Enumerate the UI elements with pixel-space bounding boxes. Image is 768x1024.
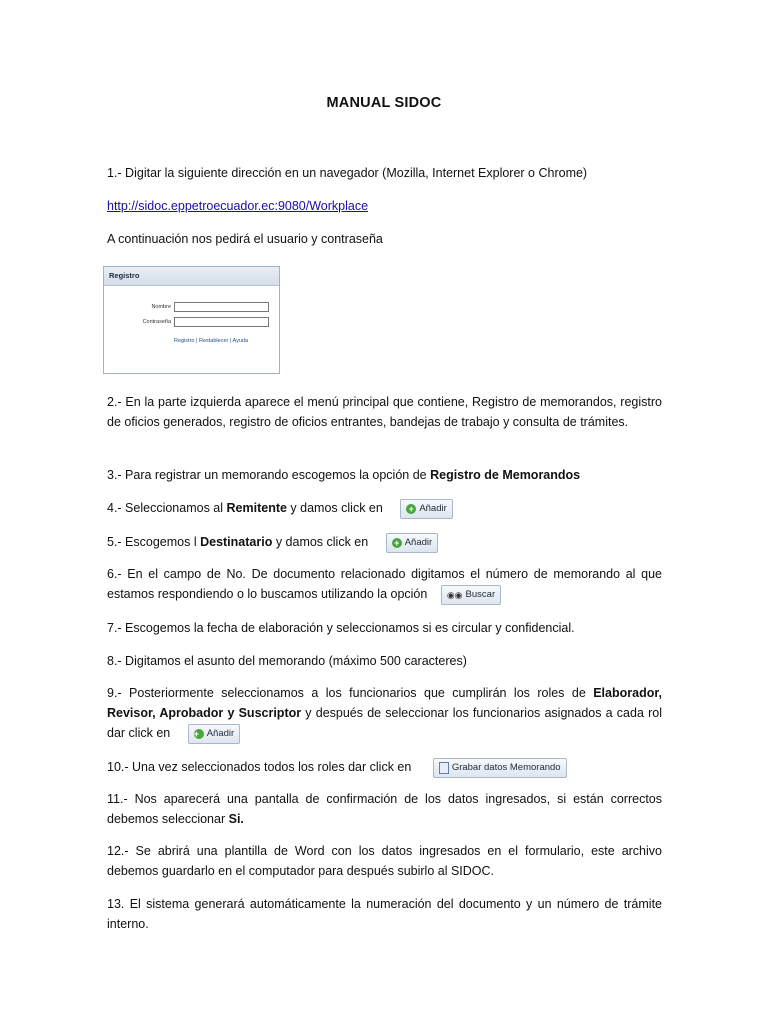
- step-11: 11.- Nos aparecerá una pantalla de confirmación de los datos ingresados, si están correctos debemos seleccionar Si.: [107, 792, 662, 826]
- binoculars-icon: ◉◉: [446, 589, 463, 600]
- login-link-registro[interactable]: Registro: [174, 338, 195, 344]
- login-panel: [103, 266, 280, 374]
- step-1: 1.- Digitar la siguiente dirección en un navegador (Mozilla, Internet Explorer o Chrome): [107, 166, 588, 180]
- login-links: Registro | Restablecer | Ayuda: [174, 338, 249, 344]
- step-5: 5.- Escogemos l Destinatario y damos click en + Añadir: [107, 532, 662, 553]
- plus-circle-icon: +: [194, 729, 204, 739]
- step-13: 13. El sistema generará automáticamente la numeración del documento y un número de trámite interno.: [107, 897, 662, 931]
- credentials-note: A continuación nos pedirá el usuario y contraseña: [107, 232, 383, 246]
- login-link-restablecer[interactable]: Restablecer: [198, 338, 229, 344]
- document-icon: [439, 762, 449, 774]
- step-3: 3.- Para registrar un memorando escogemos la opción de Registro de Memorandos: [107, 468, 581, 482]
- document-title: MANUAL SIDOC: [326, 95, 442, 111]
- name-label: Nombre: [151, 304, 171, 310]
- password-label: Contraseña: [142, 319, 171, 325]
- add-button-roles[interactable]: + Añadir: [188, 724, 240, 744]
- url-paragraph: [107, 196, 662, 216]
- step-12: 12.- Se abrirá una plantilla de Word con los datos ingresados en el formulario, este archivo debemos guardarlo en el computador para después subirlo al SIDOC.: [107, 844, 662, 878]
- step-8: 8.- Digitamos el asunto del memorando (máximo 500 caracteres): [107, 654, 467, 668]
- step-4: 4.- Seleccionamos al Remitente y damos click en + Añadir: [107, 498, 662, 519]
- password-input[interactable]: [174, 317, 269, 327]
- step-2: 2.- En la parte izquierda aparece el menú principal que contiene, Registro de memorandos, registro de oficios generados, registro de oficios entrantes, bandejas de trabajo y consulta de trámites.: [107, 395, 662, 429]
- plus-circle-icon: +: [392, 538, 402, 548]
- name-input[interactable]: [174, 302, 269, 312]
- step-6: 6.- En el campo de No. De documento relacionado digitamos el número de memorando al que estamos respondiendo o lo buscamos utilizando la opción ◉◉ Buscar: [107, 564, 662, 605]
- sidoc-url-link[interactable]: http://sidoc.eppetroecuador.ec:9080/Workplace: [107, 199, 369, 213]
- step-7: 7.- Escogemos la fecha de elaboración y seleccionamos si es circular y confidencial.: [107, 621, 575, 635]
- save-memo-button[interactable]: Grabar datos Memorando: [433, 758, 567, 778]
- search-button[interactable]: ◉◉ Buscar: [441, 585, 501, 605]
- password-row: [104, 317, 279, 328]
- login-header: Registro: [104, 267, 279, 286]
- step-9: 9.- Posteriormente seleccionamos a los funcionarios que cumplirán los roles de Elaborador, Revisor, Aprobador y Suscriptor y después de seleccionar los funcionarios asignados a cada rol dar click en + Añadir: [107, 683, 662, 744]
- step-10: 10.- Una vez seleccionados todos los roles dar click en Grabar datos Memorando: [107, 757, 662, 778]
- add-button-destinatario[interactable]: + Añadir: [386, 533, 438, 553]
- plus-circle-icon: +: [406, 504, 416, 514]
- add-button-remitente[interactable]: + Añadir: [400, 499, 452, 519]
- login-link-ayuda[interactable]: Ayuda: [232, 338, 249, 344]
- name-row: [104, 302, 279, 313]
